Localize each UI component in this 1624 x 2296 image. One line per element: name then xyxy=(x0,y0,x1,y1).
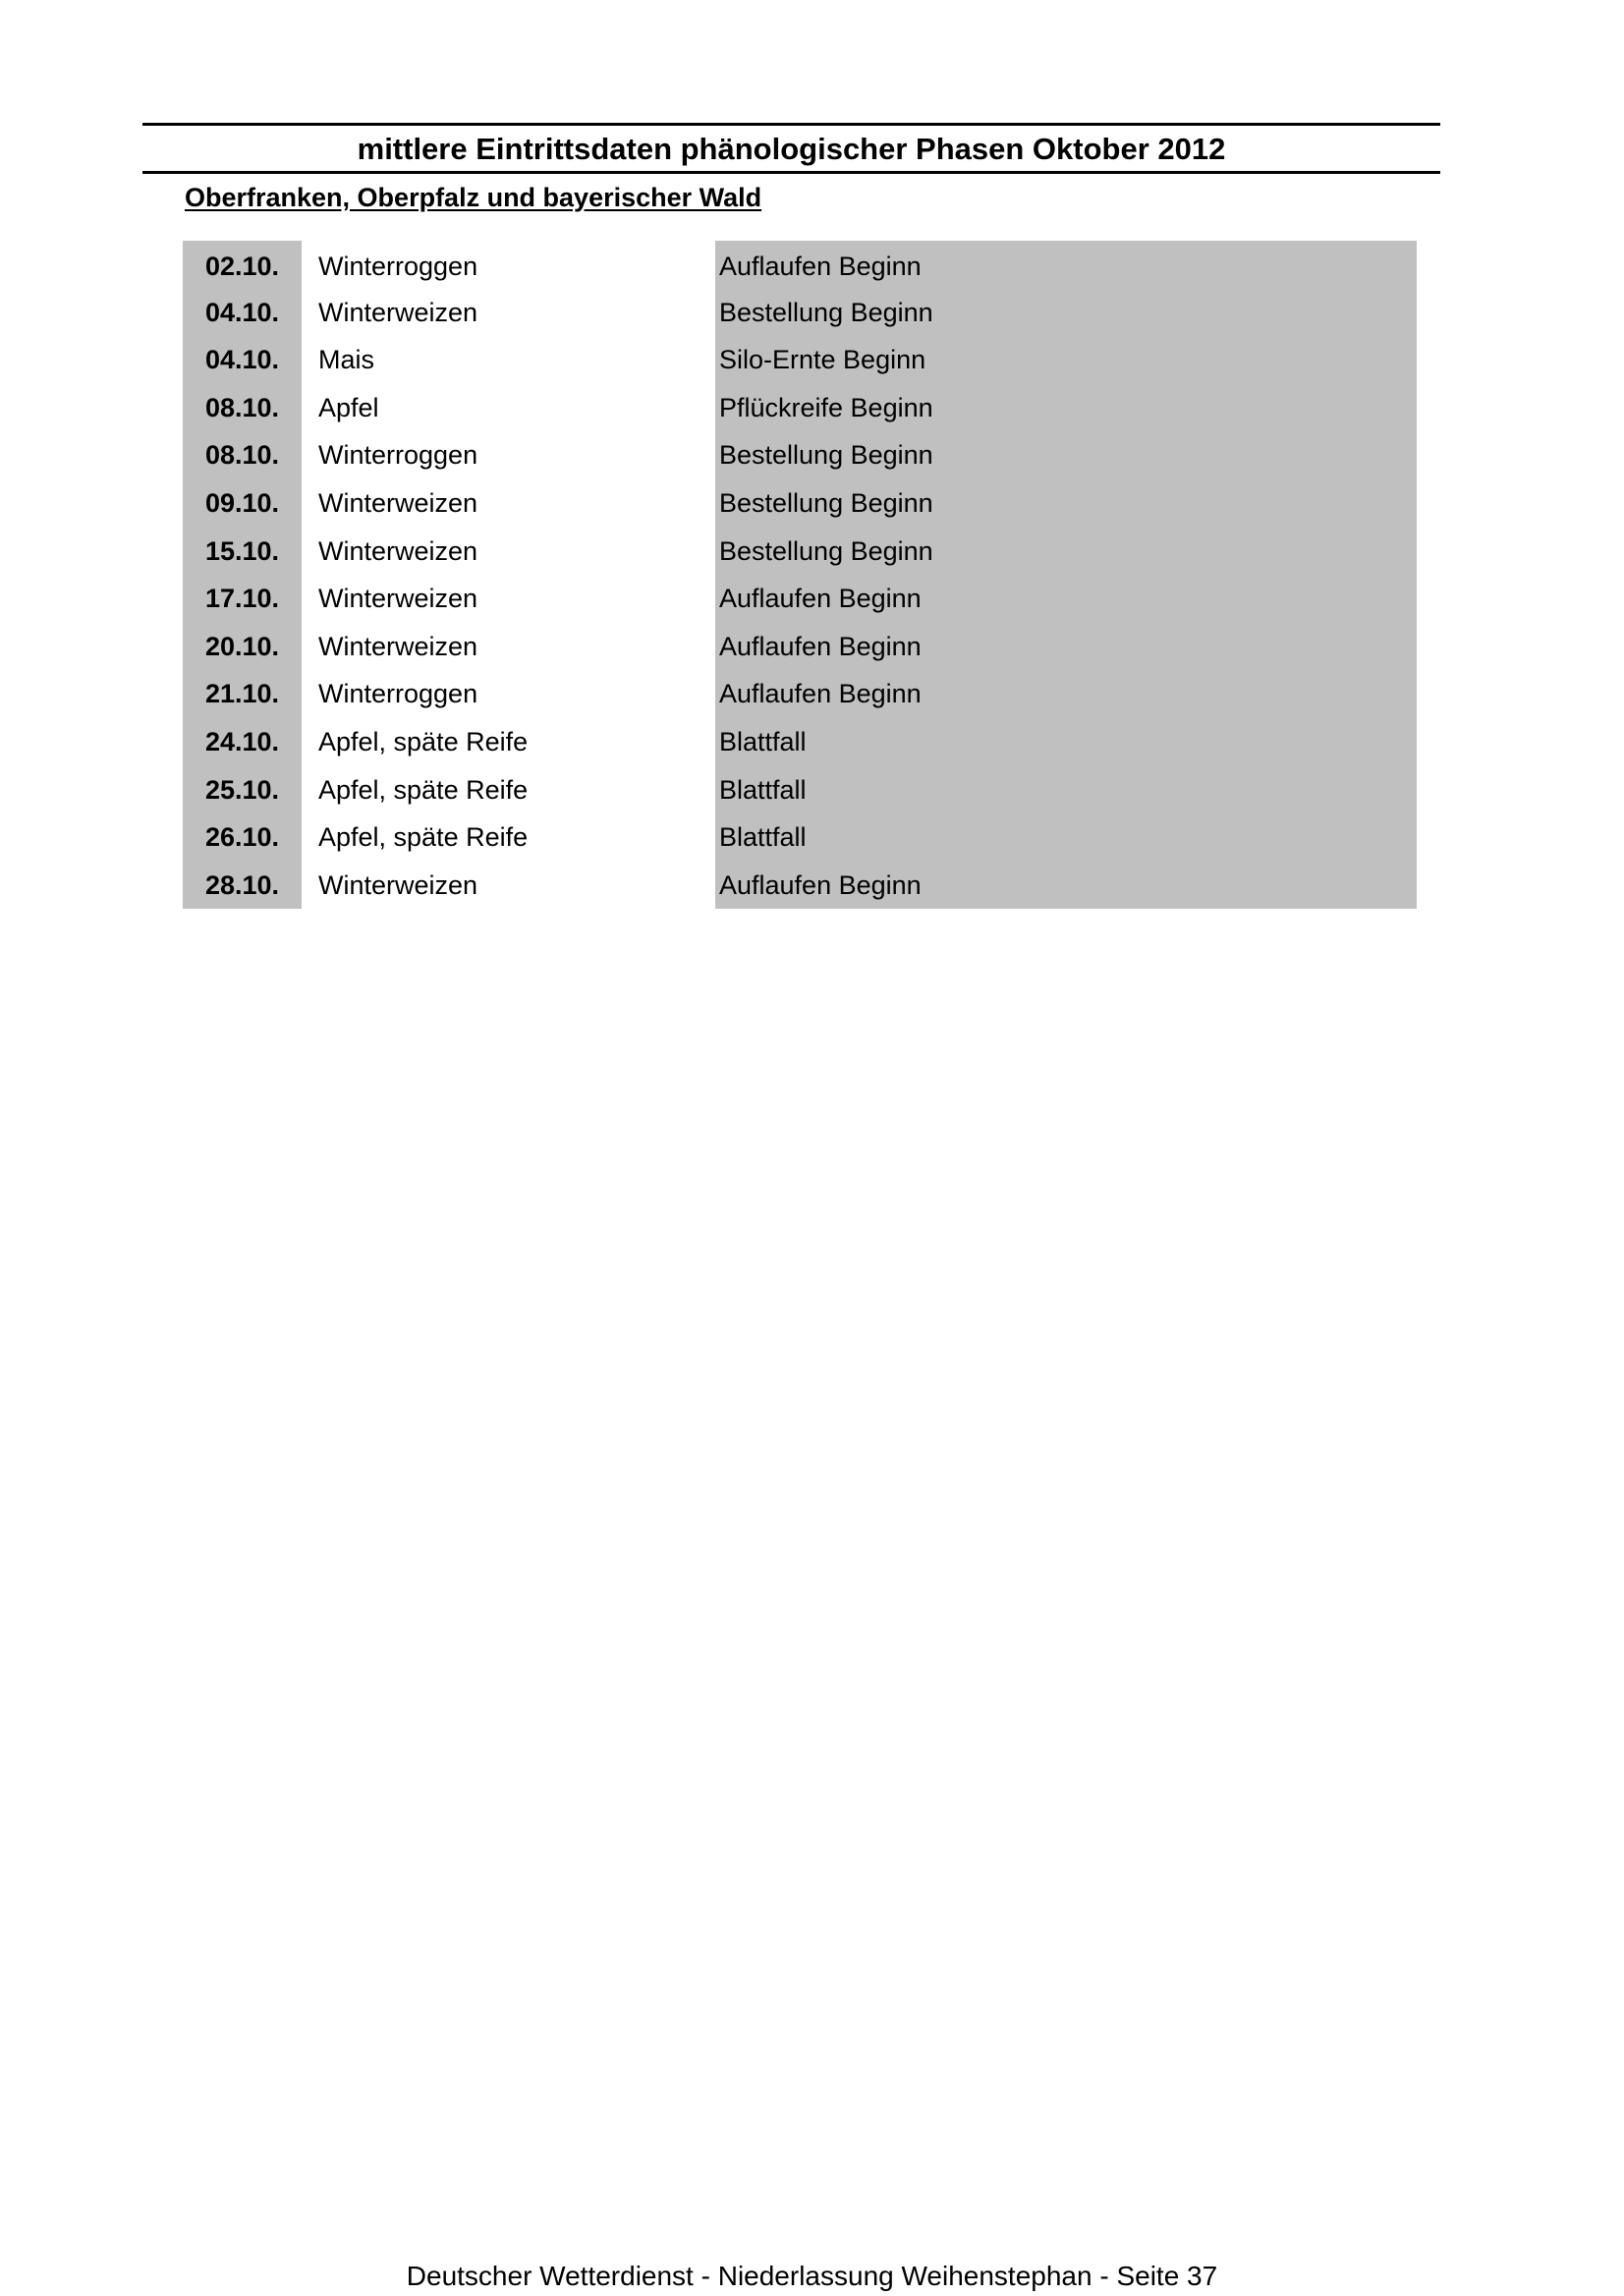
plant-cell: Apfel, späte Reife xyxy=(318,726,529,756)
table-row xyxy=(183,241,1417,289)
date-cell: 09.10. xyxy=(183,479,302,528)
plant-cell: Mais xyxy=(318,345,375,375)
plant-cell: Winterweizen xyxy=(318,631,478,661)
phase-cell: Auflaufen Beginn xyxy=(715,670,1417,718)
date-cell: 04.10. xyxy=(183,289,302,337)
plant-cell: Apfel, späte Reife xyxy=(318,822,529,853)
phase-cell: Auflaufen Beginn xyxy=(715,623,1417,671)
title-rule-bottom xyxy=(142,171,1440,174)
table-row xyxy=(183,670,1417,718)
date-cell: 21.10. xyxy=(183,670,302,718)
table-row xyxy=(183,862,1417,910)
date-cell: 26.10. xyxy=(183,813,302,862)
title-rule-top xyxy=(142,123,1440,126)
date-cell: 25.10. xyxy=(183,766,302,814)
phase-cell: Bestellung Beginn xyxy=(715,431,1417,479)
table-row xyxy=(183,479,1417,528)
plant-cell: Apfel, späte Reife xyxy=(318,774,529,805)
table-row xyxy=(183,813,1417,862)
table-row xyxy=(183,528,1417,576)
phase-cell: Bestellung Beginn xyxy=(715,528,1417,576)
date-cell: 08.10. xyxy=(183,384,302,432)
date-cell: 02.10. xyxy=(183,241,302,289)
page-title: mittlere Eintrittsdaten phänologischer Phasen Oktober 2012 xyxy=(357,132,1226,166)
table-row xyxy=(183,718,1417,766)
date-cell: 04.10. xyxy=(183,336,302,384)
date-cell: 17.10. xyxy=(183,575,302,623)
plant-cell: Winterweizen xyxy=(318,869,478,900)
plant-cell: Winterroggen xyxy=(318,440,478,471)
table-row xyxy=(183,623,1417,671)
table-row xyxy=(183,289,1417,337)
phase-cell: Blattfall xyxy=(715,718,1417,766)
plant-cell: Winterroggen xyxy=(318,679,478,709)
phenology-table xyxy=(183,241,1417,909)
phase-cell: Auflaufen Beginn xyxy=(715,241,1417,289)
phase-cell: Bestellung Beginn xyxy=(715,479,1417,528)
phase-cell: Bestellung Beginn xyxy=(715,289,1417,337)
table-row xyxy=(183,384,1417,432)
plant-cell: Winterweizen xyxy=(318,584,478,614)
table-row xyxy=(183,766,1417,814)
plant-cell: Winterweizen xyxy=(318,487,478,518)
date-cell: 24.10. xyxy=(183,718,302,766)
plant-cell: Winterweizen xyxy=(318,297,478,327)
date-cell: 20.10. xyxy=(183,623,302,671)
table-row xyxy=(183,431,1417,479)
page-footer: Deutscher Wetterdienst - Niederlassung Weihenstephan - Seite 37 xyxy=(406,2261,1218,2291)
date-cell: 28.10. xyxy=(183,862,302,910)
phase-cell: Auflaufen Beginn xyxy=(715,862,1417,910)
plant-cell: Winterweizen xyxy=(318,535,478,566)
plant-cell: Apfel xyxy=(318,392,379,422)
phase-cell: Pflückreife Beginn xyxy=(715,384,1417,432)
phase-cell: Blattfall xyxy=(715,813,1417,862)
table-row xyxy=(183,336,1417,384)
phase-cell: Silo-Ernte Beginn xyxy=(715,336,1417,384)
phase-cell: Auflaufen Beginn xyxy=(715,575,1417,623)
date-cell: 08.10. xyxy=(183,431,302,479)
region-heading: Oberfranken, Oberpfalz und bayerischer Wald xyxy=(185,183,762,212)
table-row xyxy=(183,575,1417,623)
plant-cell: Winterroggen xyxy=(318,252,478,281)
date-cell: 15.10. xyxy=(183,528,302,576)
phase-cell: Blattfall xyxy=(715,766,1417,814)
